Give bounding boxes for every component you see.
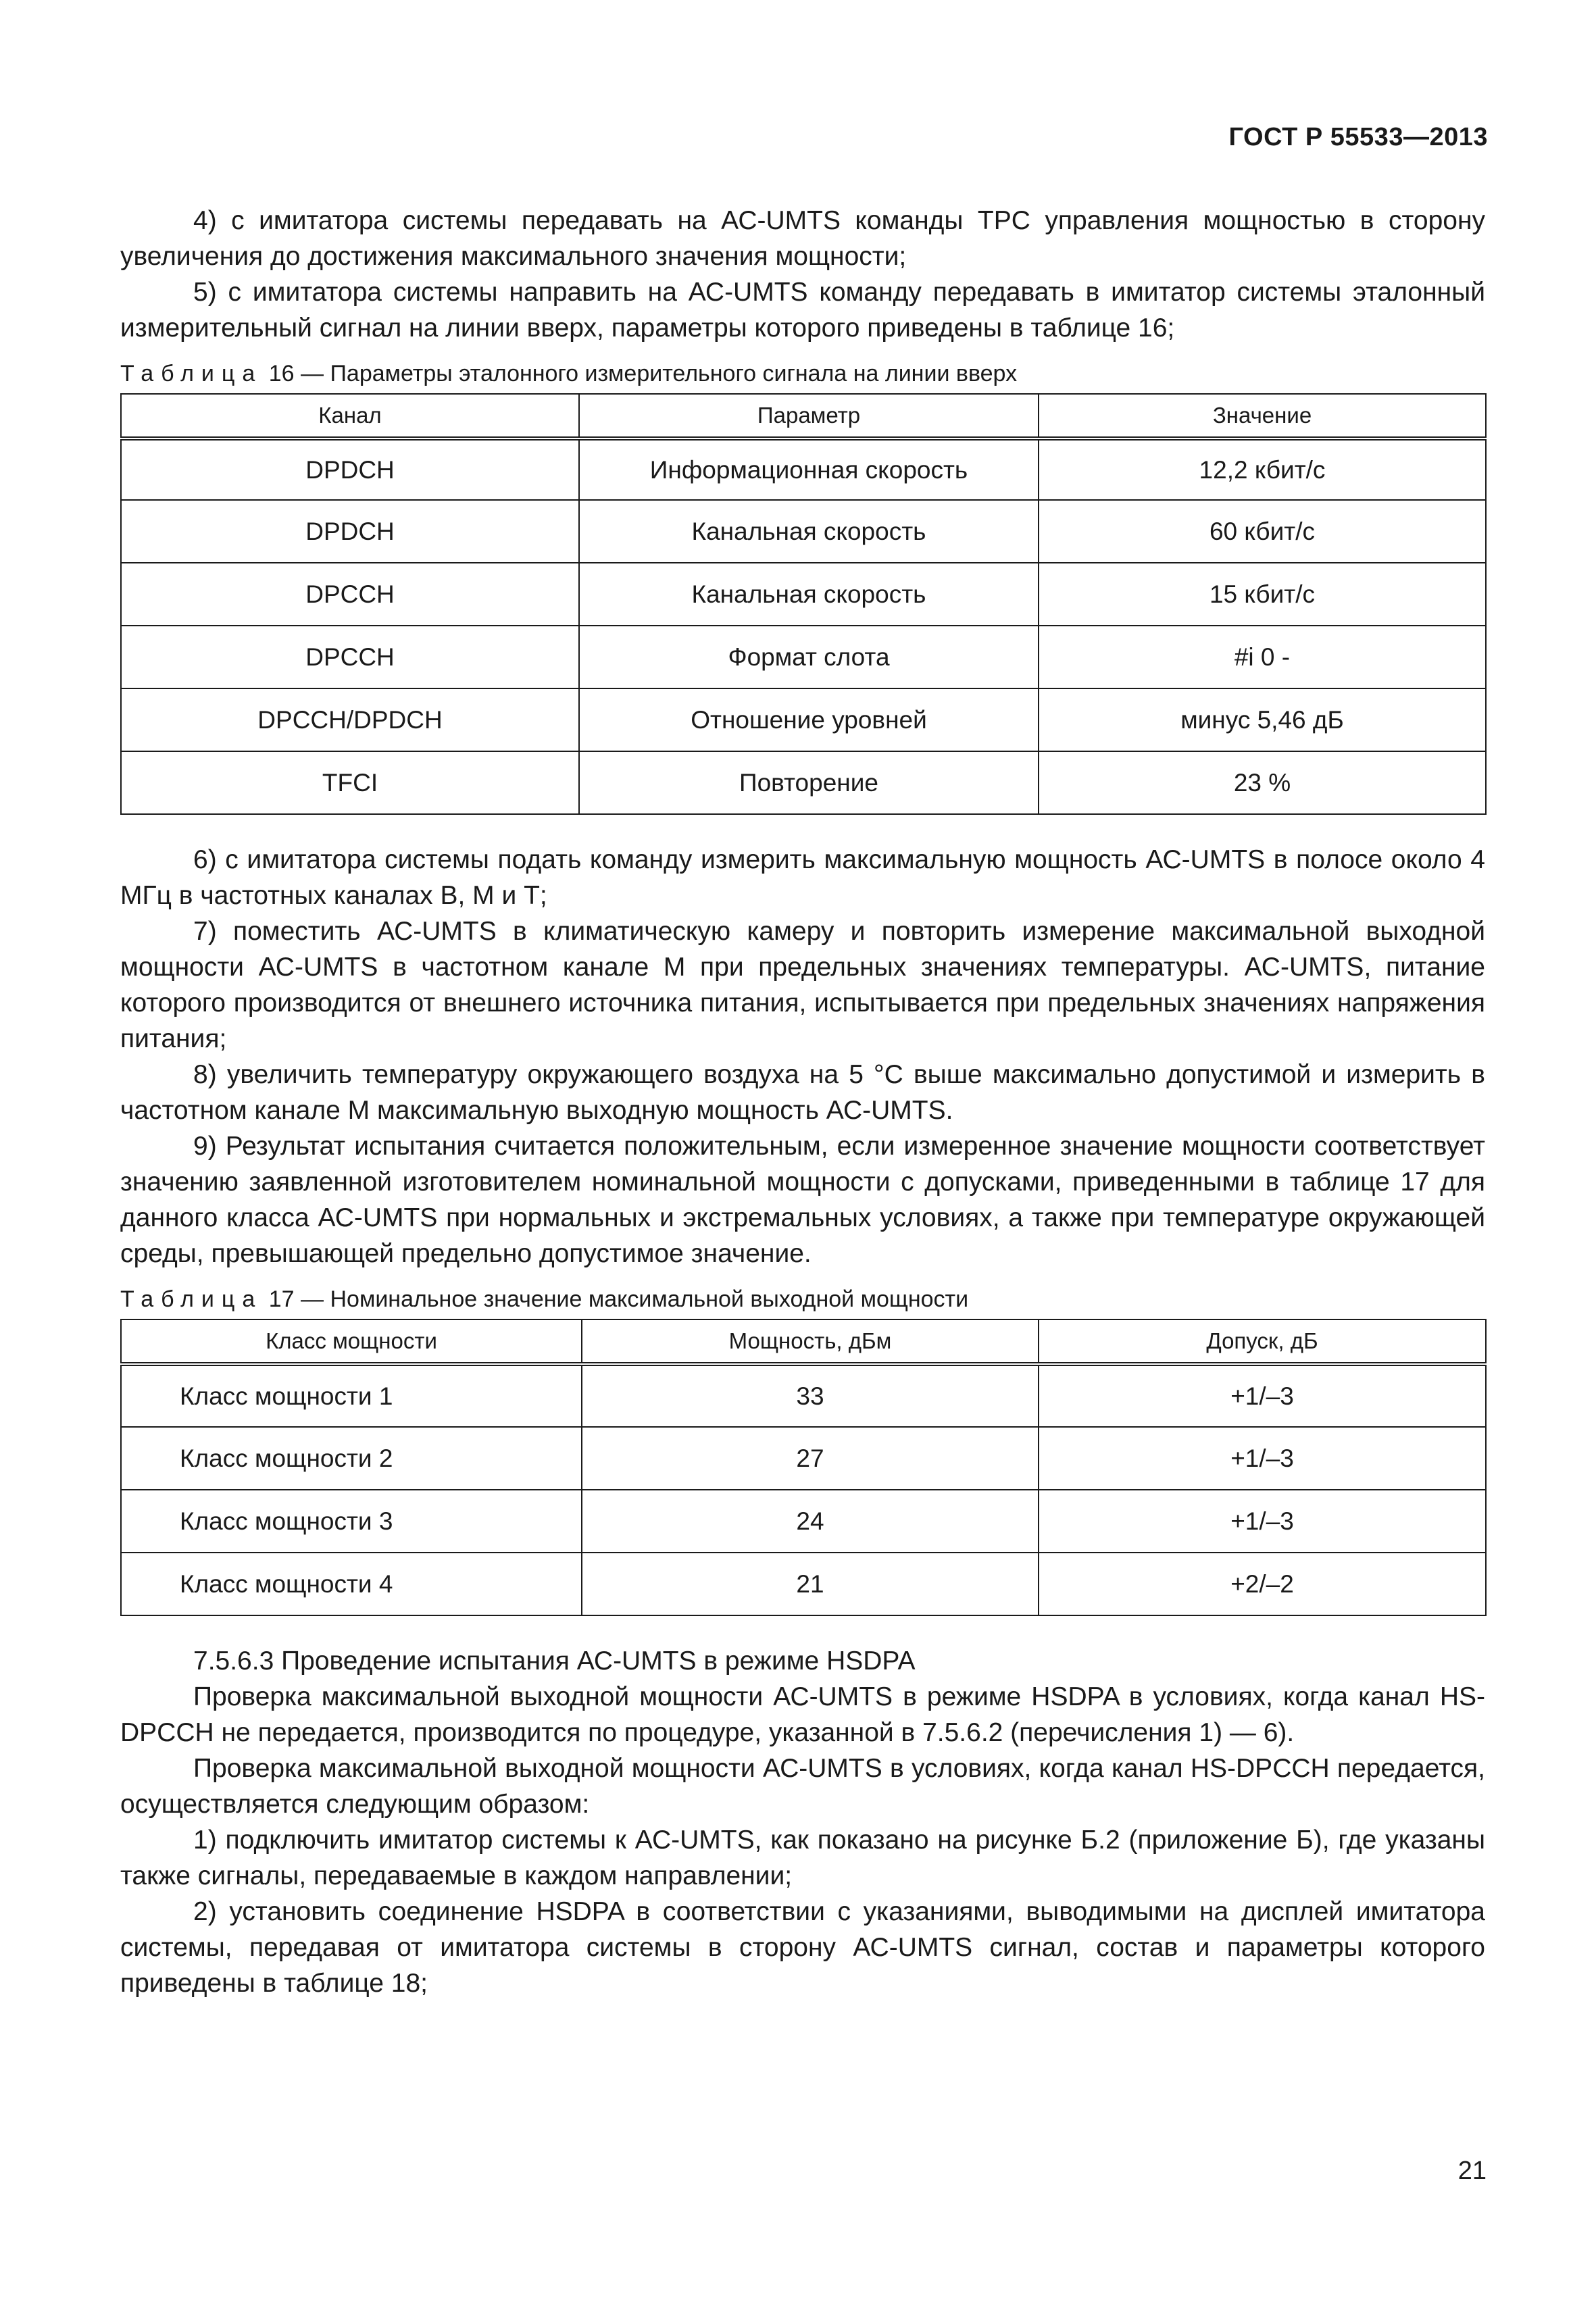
table-17-caption-label: Таблица [120,1286,263,1312]
table-17-cell-power-class: Класс мощности 3 [121,1490,582,1553]
paragraph-step-7: 7) поместить АС-UMTS в климатическую камеру и повторить измерение максимальной выходной мощности АС-UMTS в частотном канале М при предельных значениях температуры. АС-UMTS, питание которого производится от внешнего источника питания, испытывается при предельных значениях напряжения питания; [120,917,1485,1053]
table-16 [120,393,1487,815]
table-row [121,626,1486,688]
table-17-cell-power: 27 [582,1427,1039,1490]
table-17-header-power: Мощность, дБм [582,1319,1039,1364]
table-17 [120,1319,1487,1616]
table-16-cell-value: 12,2 кбит/с [1039,438,1486,500]
page-content [120,203,1485,2001]
table-16-cell-channel: DPCCH/DPDCH [121,688,579,751]
table-17-cell-tolerance: +1/–3 [1039,1427,1486,1490]
table-17-caption-text: 17 — Номинальное значение максимальной выходной мощности [268,1286,969,1312]
table-16-cell-parameter: Повторение [579,751,1039,814]
table-16-cell-parameter: Канальная скорость [579,563,1039,626]
table-row [121,1553,1486,1615]
table-16-header-row [121,394,1486,438]
table-17-cell-power-class: Класс мощности 2 [121,1427,582,1490]
table-16-cell-parameter: Формат слота [579,626,1039,688]
paragraph-step-6: 6) с имитатора системы подать команду измерить максимальную мощность АС-UMTS в полосе около 4 МГц в частотных каналах В, М и Т; [120,845,1485,910]
paragraph-hsdpa-step-1: 1) подключить имитатор системы к АС-UMTS, как показано на рисунке Б.2 (приложение Б), где указаны также сигналы, передаваемые в каждом направлении; [120,1826,1485,1890]
table-row [121,500,1486,563]
table-17-caption [120,1284,1485,1315]
table-16-cell-channel: DPDCH [121,500,579,563]
table-17-cell-power: 24 [582,1490,1039,1553]
paragraph-step-9: 9) Результат испытания считается положительным, если измеренное значение мощности соответствует значению заявленной изготовителем номинальной мощности с допусками, приведенными в таблице 17 для данного класса АС-UMTS при нормальных и экстремальных условиях, а также при температуре окружающей среды, превышающей предельно допустимое значение. [120,1132,1485,1268]
table-16-cell-channel: TFCI [121,751,579,814]
table-row [121,438,1486,500]
table-17-cell-tolerance: +2/–2 [1039,1553,1486,1615]
table-row [121,1364,1486,1427]
table-16-cell-value: #i 0 - [1039,626,1486,688]
table-16-caption [120,358,1485,389]
table-16-cell-value: минус 5,46 дБ [1039,688,1486,751]
table-row [121,1427,1486,1490]
table-16-cell-channel: DPDCH [121,438,579,500]
table-17-cell-power-class: Класс мощности 1 [121,1364,582,1427]
table-16-cell-parameter: Отношение уровней [579,688,1039,751]
table-17-header-row [121,1319,1486,1364]
table-row [121,688,1486,751]
paragraph-hsdpa-dpcch: Проверка максимальной выходной мощности АС-UMTS в условиях, когда канал HS-DPCCH передается, осуществляется следующим образом: [120,1754,1485,1819]
table-row [121,563,1486,626]
table-16-cell-channel: DPCCH [121,563,579,626]
table-16-cell-value: 60 кбит/с [1039,500,1486,563]
table-17-cell-power-class: Класс мощности 4 [121,1553,582,1615]
table-16-cell-value: 23 % [1039,751,1486,814]
table-17-header-power-class: Класс мощности [121,1319,582,1364]
table-16-cell-parameter: Канальная скорость [579,500,1039,563]
table-16-caption-text: 16 — Параметры эталонного измерительного сигнала на линии вверх [268,361,1018,386]
paragraph-hsdpa-step-2: 2) установить соединение HSDPA в соответствии с указаниями, выводимыми на дисплей имитатора системы, передавая от имитатора системы в сторону АС-UMTS сигнал, состав и параметры которого приведены в таблице 18; [120,1897,1485,1998]
table-17-header-tolerance: Допуск, дБ [1039,1319,1486,1364]
paragraph-hsdpa-no-dpcch: Проверка максимальной выходной мощности АС-UMTS в режиме HSDPA в условиях, когда канал HS-DPCCH не передается, производится по процедуре, указанной в 7.5.6.2 (перечисления 1) — 6). [120,1682,1485,1747]
table-16-header-parameter: Параметр [579,394,1039,438]
table-17-cell-tolerance: +1/–3 [1039,1364,1486,1427]
table-16-cell-parameter: Информационная скорость [579,438,1039,500]
page-number: 21 [1457,2157,1487,2185]
table-row [121,751,1486,814]
table-16-caption-label: Таблица [120,361,263,386]
table-row [121,1490,1486,1553]
table-17-cell-power: 21 [582,1553,1039,1615]
table-16-cell-value: 15 кбит/с [1039,563,1486,626]
table-16-header-channel: Канал [121,394,579,438]
table-16-cell-channel: DPCCH [121,626,579,688]
table-17-cell-tolerance: +1/–3 [1039,1490,1486,1553]
table-16-header-value: Значение [1039,394,1486,438]
section-heading-7-5-6-3: 7.5.6.3 Проведение испытания АС-UMTS в режиме HSDPA [193,1646,916,1676]
paragraph-step-8: 8) увеличить температуру окружающего воздуха на 5 °С выше максимально допустимой и измерить в частотном канале М максимальную выходную мощность АС-UMTS. [120,1060,1485,1125]
table-17-cell-power: 33 [582,1364,1039,1427]
paragraph-step-5: 5) с имитатора системы направить на АС-UMTS команду передавать в имитатор системы эталонный измерительный сигнал на линии вверх, параметры которого приведены в таблице 16; [120,278,1485,343]
paragraph-step-4: 4) с имитатора системы передавать на АС-UMTS команды TPC управления мощностью в сторону увеличения до достижения максимального значения мощности; [120,206,1485,271]
document-header-id: ГОСТ Р 55533—2013 [1228,123,1488,151]
